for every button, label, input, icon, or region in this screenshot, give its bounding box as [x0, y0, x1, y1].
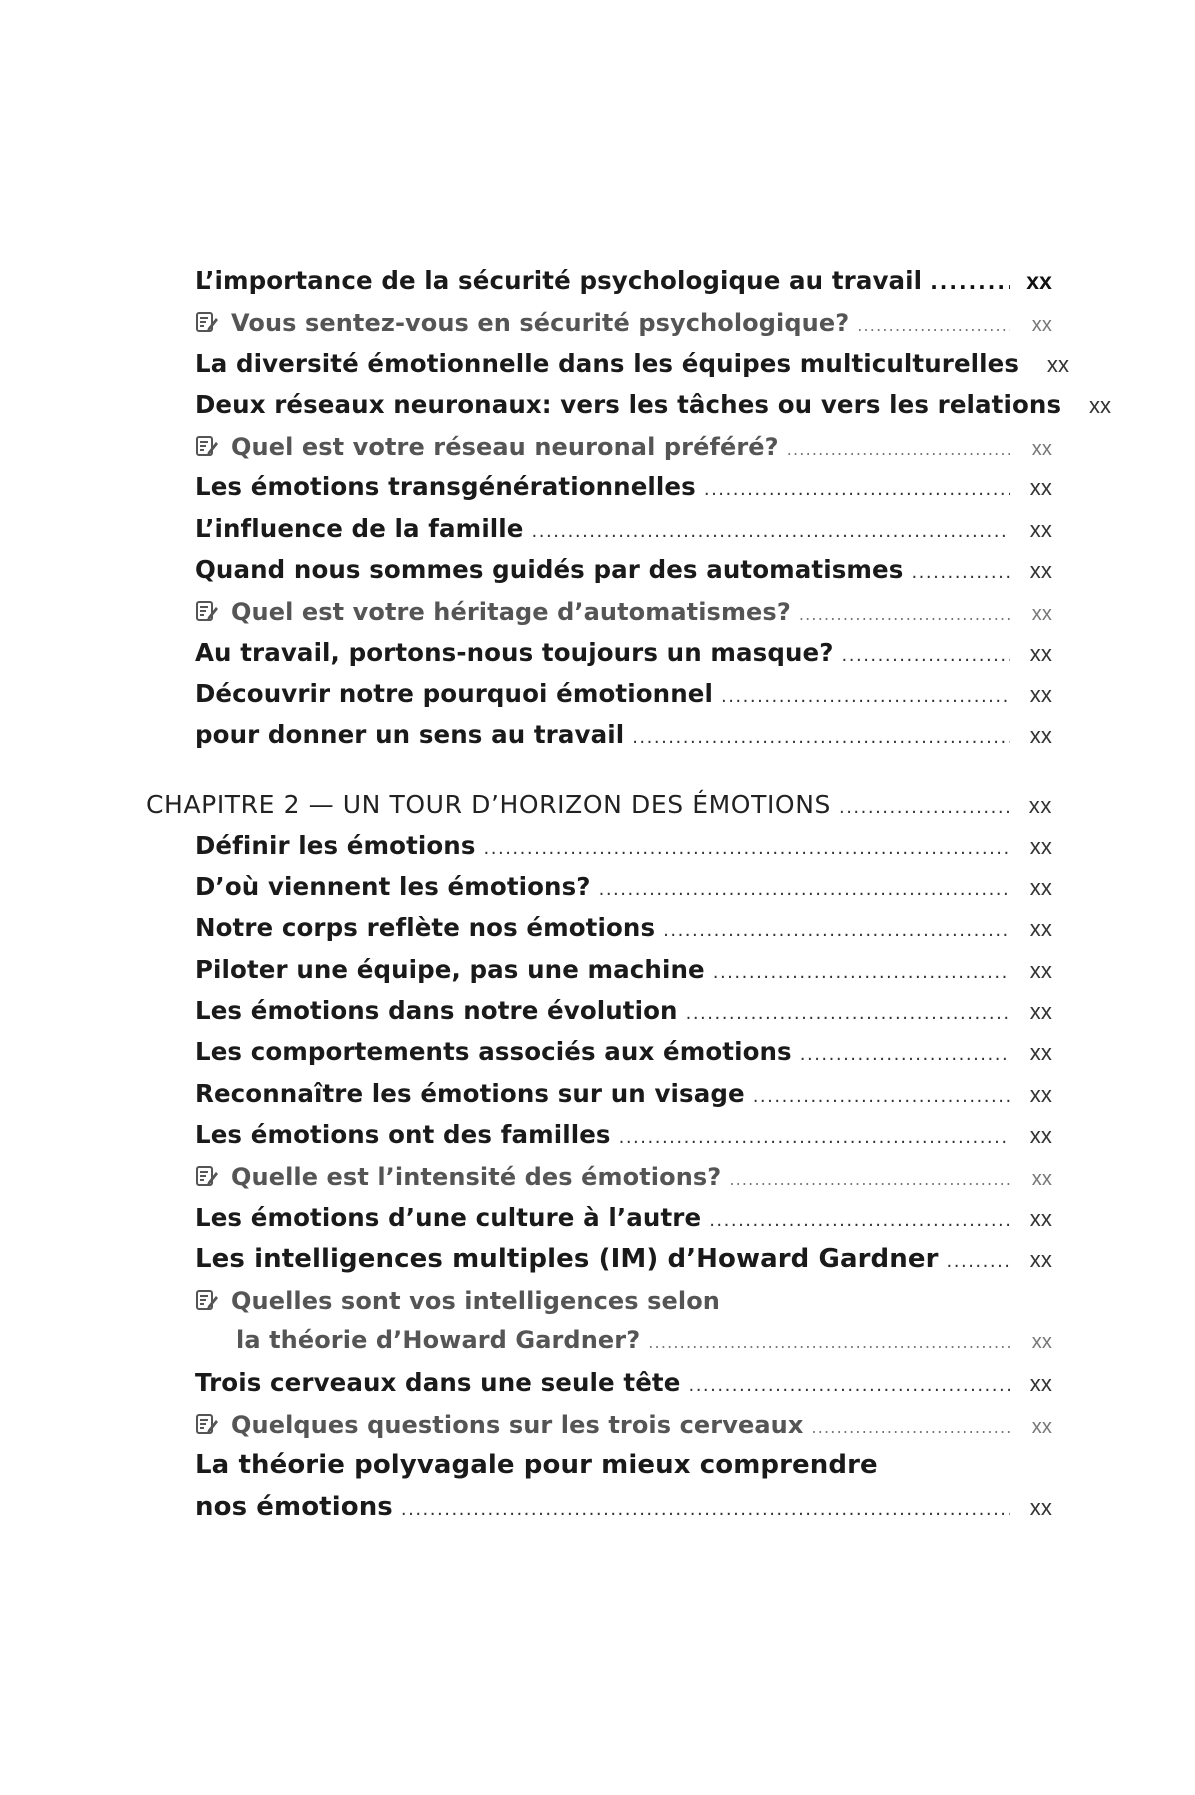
toc-page-number: xx	[1029, 475, 1052, 501]
toc-page-number: xx	[1029, 1205, 1052, 1231]
toc-entry-label: Les intelligences multiples (IM) d’Howard Gardner	[195, 1243, 939, 1274]
notepad-pencil-icon	[195, 310, 219, 334]
toc-page-number: xx	[1029, 999, 1052, 1025]
toc-entry-label: Trois cerveaux dans une seule tête	[195, 1367, 681, 1397]
leader-dots	[599, 879, 1010, 900]
toc-entry-label: Quelles sont vos intelligences selon	[231, 1287, 720, 1316]
leader-dots	[704, 479, 1010, 500]
toc-entry[interactable]	[146, 996, 1052, 1037]
toc-page-number: xx	[1029, 875, 1052, 901]
toc-entry-label: Deux réseaux neuronaux: vers les tâches ou vers les relations	[195, 389, 1062, 419]
toc-entry[interactable]	[146, 1120, 1052, 1161]
leader-dots	[648, 1333, 1010, 1352]
toc-entry-quiz[interactable]	[146, 307, 1052, 348]
toc-entry[interactable]	[146, 555, 1052, 596]
toc-page-number: xx	[1031, 1416, 1052, 1439]
toc-entry[interactable]	[146, 1079, 1052, 1120]
leader-dots	[787, 440, 1010, 459]
leader-dots	[800, 1044, 1010, 1065]
toc-entry[interactable]	[146, 1450, 1052, 1491]
toc-entry[interactable]	[146, 514, 1052, 555]
toc-entry-label: Les émotions dans notre évolution	[195, 996, 678, 1026]
toc-entry-quiz-continued[interactable]	[146, 1326, 1052, 1367]
leader-dots	[532, 521, 1010, 542]
toc-entry-label: L’importance de la sécurité psychologique au travail	[195, 266, 923, 295]
toc-entry-label: Les émotions d’une culture à l’autre	[195, 1202, 702, 1232]
leader-dots	[632, 727, 1010, 748]
notepad-pencil-icon	[195, 599, 219, 623]
toc-entry-label: Piloter une équipe, pas une machine	[195, 954, 705, 984]
leader-dots	[839, 797, 1010, 818]
toc-entry[interactable]	[146, 955, 1052, 996]
toc-entry[interactable]	[146, 679, 1052, 720]
leader-dots	[713, 962, 1010, 983]
toc-entry-label: Reconnaître les émotions sur un visage	[195, 1078, 745, 1108]
leader-dots	[811, 1418, 1010, 1437]
leader-dots	[721, 686, 1010, 707]
toc-entry-label: pour donner un sens au travail	[195, 720, 625, 750]
toc-page-number: xx	[1029, 1494, 1052, 1520]
toc-entry-label: Les émotions ont des familles	[195, 1119, 611, 1149]
toc-entry-label: nos émotions	[195, 1491, 393, 1522]
toc-entry-label: Les émotions transgénérationnelles	[195, 472, 696, 502]
leader-dots	[842, 645, 1010, 666]
toc-entry[interactable]	[146, 1037, 1052, 1078]
toc-entry[interactable]	[146, 1492, 1052, 1533]
toc-page-number: xx	[1029, 1370, 1052, 1396]
leader-dots	[619, 1127, 1010, 1148]
toc-page-number: xx	[1029, 957, 1052, 983]
toc-page-number: xx	[1031, 1168, 1052, 1191]
toc-page-number: xx	[1088, 392, 1112, 418]
toc-page-number: xx	[1029, 1246, 1052, 1272]
toc-entry-quiz[interactable]	[146, 1409, 1052, 1450]
table-of-contents	[146, 266, 1112, 1533]
toc-page-number: xx	[1031, 603, 1052, 626]
leader-dots	[729, 1170, 1010, 1189]
toc-entry-label: Quand nous sommes guidés par des automatismes	[195, 555, 904, 585]
toc-page-number: xx	[1028, 792, 1052, 818]
notepad-pencil-icon	[195, 1288, 219, 1312]
toc-page-number: xx	[1029, 833, 1052, 859]
leader-dots	[857, 316, 1010, 335]
toc-page-number: xx	[1031, 1331, 1052, 1354]
toc-entry-label: Quel est votre héritage d’automatismes?	[231, 598, 791, 627]
toc-entry-label: L’influence de la famille	[195, 513, 524, 543]
toc-entry-quiz[interactable]	[146, 1161, 1052, 1202]
toc-entry[interactable]	[146, 1203, 1052, 1244]
toc-page-number: xx	[1029, 1040, 1052, 1066]
toc-entry[interactable]	[146, 348, 1070, 390]
toc-entry-label: Au travail, portons-nous toujours un masque?	[195, 637, 834, 667]
chapter-title: CHAPITRE 2 — UN TOUR D’HORIZON DES ÉMOTIONS	[146, 789, 831, 819]
toc-entry[interactable]	[146, 831, 1052, 872]
toc-entry-label: Les comportements associés aux émotions	[195, 1037, 792, 1067]
toc-page-number: xx	[1029, 681, 1052, 707]
toc-entry-label: Définir les émotions	[195, 830, 476, 860]
toc-page-number: xx	[1029, 640, 1052, 666]
toc-entry-label: La théorie polyvagale pour mieux comprendre	[195, 1450, 878, 1481]
toc-page-number: xx	[1029, 1081, 1052, 1107]
leader-dots	[753, 1086, 1010, 1107]
toc-entry[interactable]	[146, 638, 1052, 679]
leader-dots	[663, 920, 1010, 941]
toc-entry-label: La diversité émotionnelle dans les équipes multiculturelles	[195, 348, 1020, 378]
toc-entry-label: la théorie d’Howard Gardner?	[236, 1326, 641, 1355]
toc-page-number: xx	[1029, 723, 1052, 749]
toc-entry[interactable]	[146, 913, 1052, 954]
toc-page-number: xx	[1026, 268, 1052, 294]
toc-entry-label: Découvrir notre pourquoi émotionnel	[195, 678, 713, 708]
toc-entry-label: Notre corps reflète nos émotions	[195, 913, 656, 943]
leader-dots	[709, 1210, 1010, 1231]
toc-entry[interactable]	[146, 266, 1052, 307]
toc-page-number: xx	[1031, 314, 1052, 337]
toc-entry-label: Quelques questions sur les trois cerveaux	[231, 1411, 804, 1440]
toc-page-number: xx	[1029, 1122, 1052, 1148]
leader-dots	[799, 605, 1010, 624]
leader-dots	[930, 270, 1010, 294]
toc-entry[interactable]	[146, 472, 1052, 513]
toc-entry-quiz[interactable]	[146, 431, 1052, 472]
leader-dots	[911, 562, 1010, 583]
toc-entry-quiz[interactable]	[146, 1285, 1052, 1326]
toc-entry-label: Vous sentez-vous en sécurité psychologique?	[231, 309, 850, 338]
leader-dots	[947, 1251, 1010, 1272]
leader-dots	[401, 1499, 1010, 1520]
notepad-pencil-icon	[195, 434, 219, 458]
toc-entry[interactable]	[146, 1368, 1052, 1409]
toc-entry[interactable]	[146, 720, 1052, 761]
toc-entry-quiz[interactable]	[146, 596, 1052, 637]
notepad-pencil-icon	[195, 1164, 219, 1188]
toc-page-number: xx	[1029, 916, 1052, 942]
toc-page-number: xx	[1029, 558, 1052, 584]
toc-entry-label: D’où viennent les émotions?	[195, 872, 591, 902]
leader-dots	[484, 838, 1010, 859]
toc-entry-label: Quel est votre réseau neuronal préféré?	[231, 433, 779, 462]
notepad-pencil-icon	[195, 1412, 219, 1436]
toc-chapter-heading[interactable]	[146, 790, 1052, 831]
toc-page-number: xx	[1046, 351, 1070, 377]
toc-page-number: xx	[1029, 516, 1052, 542]
leader-dots	[686, 1003, 1010, 1024]
toc-entry[interactable]	[146, 389, 1112, 431]
toc-entry[interactable]	[146, 872, 1052, 913]
toc-page-number: xx	[1031, 438, 1052, 461]
toc-entry-label: Quelle est l’intensité des émotions?	[231, 1163, 722, 1192]
leader-dots	[688, 1375, 1010, 1396]
toc-entry[interactable]	[146, 1244, 1052, 1285]
